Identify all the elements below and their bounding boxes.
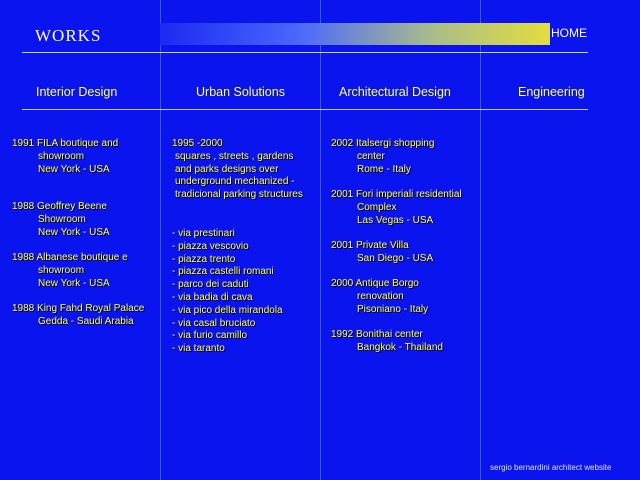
- list-item: - via prestinari: [172, 227, 235, 239]
- list-item: - piazza vescovio: [172, 240, 249, 252]
- list-item: - via taranto: [172, 343, 225, 355]
- project-line: center: [357, 150, 385, 162]
- project-location: New York - USA: [38, 226, 110, 238]
- project-location: Gedda - Saudi Arabia: [38, 316, 134, 328]
- architectural-design-list: [331, 138, 479, 367]
- project-location: San Diego - USA: [357, 252, 434, 264]
- urban-places-list: [172, 228, 318, 356]
- list-item: - piazza trento: [172, 253, 236, 265]
- header-rule: [22, 52, 588, 53]
- list-item: - parco dei caduti: [172, 279, 249, 291]
- project-location: Las Vegas - USA: [357, 214, 434, 226]
- urban-intro: [172, 138, 318, 202]
- interior-design-list: [12, 138, 158, 342]
- columns-rule: [22, 109, 588, 110]
- project-line: Complex: [357, 201, 397, 213]
- page-title: WORKS: [35, 26, 102, 45]
- list-item: - via pico della mirandola: [172, 304, 283, 316]
- project-title: 2001 Fori imperiali residential: [331, 188, 462, 200]
- project-entry: [331, 189, 479, 227]
- tab-urban-solutions[interactable]: Urban Solutions: [196, 85, 285, 99]
- list-item: - via casal bruciato: [172, 317, 256, 329]
- home-link[interactable]: HOME: [551, 26, 587, 40]
- project-line: showroom: [38, 265, 85, 277]
- project-title: 1988 Geoffrey Beene: [12, 201, 107, 213]
- project-title: 2002 Italsergi shopping: [331, 138, 435, 149]
- project-entry: [331, 240, 479, 266]
- tab-engineering[interactable]: Engineering: [518, 85, 585, 99]
- project-title: 2001 Private Villa: [331, 239, 409, 251]
- list-item: - via furio camillo: [172, 330, 248, 342]
- project-title: 1991 FILA boutique and: [12, 138, 119, 149]
- header-gradient-bar: [160, 23, 550, 45]
- project-entry: [12, 201, 158, 239]
- project-line: renovation: [357, 290, 404, 302]
- project-entry: [12, 138, 158, 176]
- list-item: - via badia di cava: [172, 291, 253, 303]
- urban-description: and parks designs over: [175, 163, 279, 175]
- project-line: Showroom: [38, 214, 86, 226]
- project-location: Pisoniano - Italy: [357, 303, 429, 315]
- urban-description: tradicional parking structures: [175, 189, 303, 201]
- project-entry: [331, 329, 479, 355]
- project-title: 1988 Albanese boutique e: [12, 252, 128, 264]
- project-title: 1988 King Fahd Royal Palace: [12, 303, 145, 315]
- project-location: Rome - Italy: [357, 163, 411, 175]
- urban-description: squares , streets , gardens: [175, 150, 294, 162]
- footer-credit: sergio bernardini architect website: [490, 463, 612, 472]
- column-divider-1: [160, 0, 161, 480]
- project-title: 1992 Bonithai center: [331, 329, 423, 341]
- project-location: New York - USA: [38, 163, 110, 175]
- project-line: showroom: [38, 150, 85, 162]
- project-entry: [12, 252, 158, 290]
- urban-period: 1995 -2000: [172, 138, 223, 149]
- column-divider-2: [320, 0, 321, 480]
- tab-interior-design[interactable]: Interior Design: [36, 85, 118, 99]
- list-item: - piazza castelli romani: [172, 266, 274, 278]
- urban-description: underground mechanized -: [175, 176, 295, 188]
- project-entry: [12, 303, 158, 329]
- project-entry: [331, 278, 479, 316]
- project-location: Bangkok - Thailand: [357, 341, 443, 353]
- project-title: 2000 Antique Borgo: [331, 278, 419, 290]
- tab-architectural-design[interactable]: Architectural Design: [339, 85, 451, 99]
- column-divider-3: [480, 0, 481, 480]
- project-entry: [331, 138, 479, 176]
- urban-solutions-list: [172, 138, 318, 356]
- project-location: New York - USA: [38, 277, 110, 289]
